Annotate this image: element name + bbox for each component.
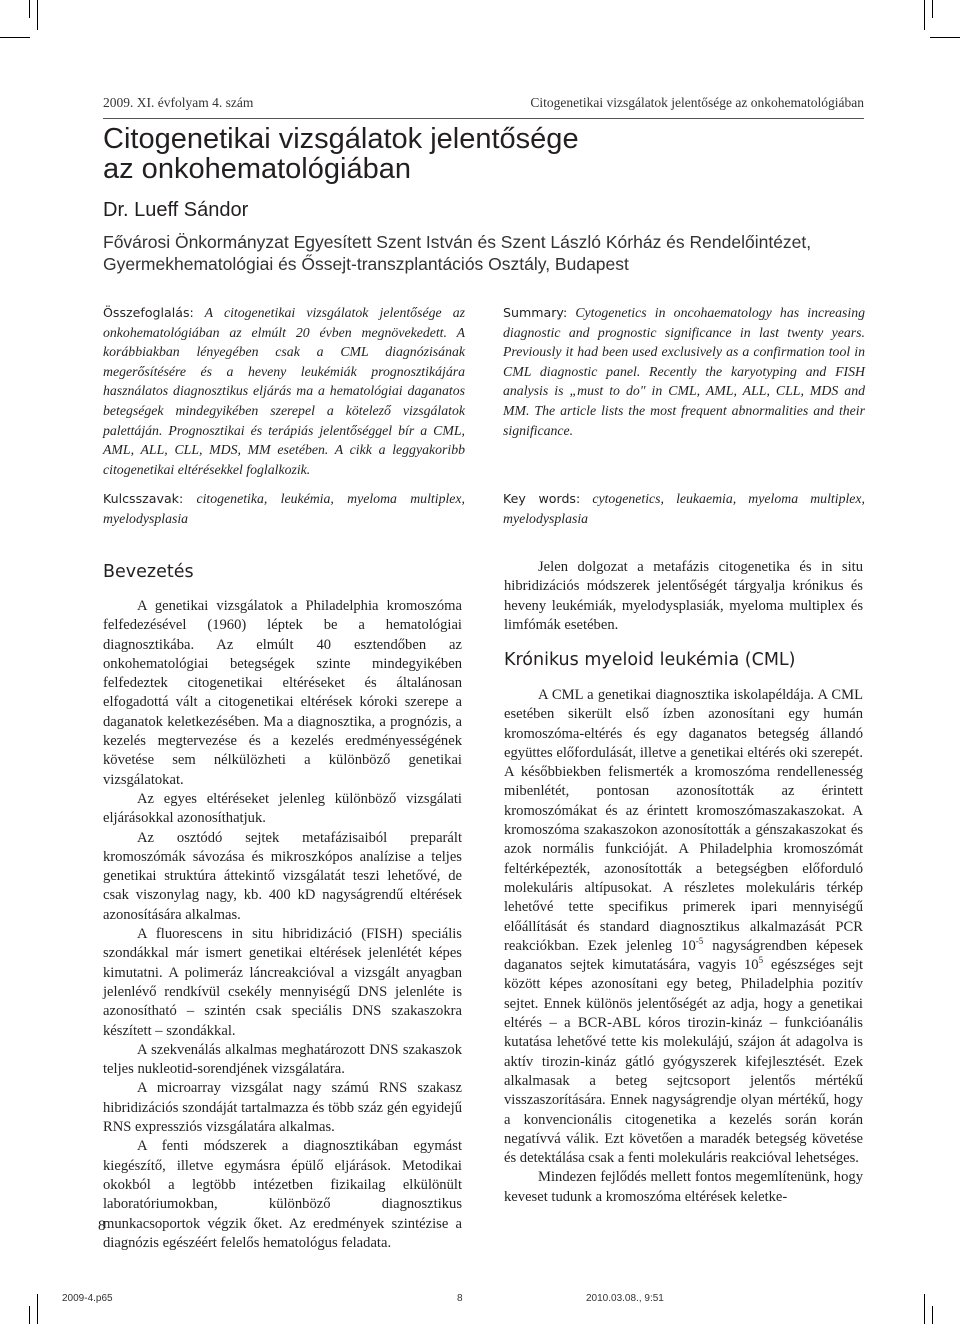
body-paragraph: A genetikai vizsgálatok a Philadelphia kromoszóma felfedezésével (1960) léptek be a hematológiai diagnosztikába. Az elmúlt 40 esztendőben az onkohematológiai betegségek szinte mindegyikében felfedeztek citogenetikai eltéréseket és általánosan elfogadottá vált a citogenetikai eltérések kóroki szerepe a daganatok keletkezésében. Ma a diagnosztika, a prognózis, a kezelés megtervezése és a kezelés eredményességének követése sem nélkülözheti a különböző genetikai vizsgálatokat.	[103, 598, 462, 788]
body-paragraph: A fluorescens in situ hibridizáció (FISH) speciális szondákkal már ismert genetikai eltérések jelenlétét képes kimutatni. A polimeráz láncreakcióval a vizsgált anyagban jelenlévő rendkívül csekély mennyiségű DNS jelenléte is azonosítható – szintén csak speciális DNS szakaszokra készített – szondákkal.	[103, 926, 462, 1039]
crop-mark	[37, 1294, 38, 1324]
title-line-1: Citogenetikai vizsgálatok jelentősége	[103, 123, 579, 155]
keywords-label: Kulcsszavak:	[103, 491, 184, 506]
header-rule	[103, 118, 864, 119]
abstract-english	[503, 303, 865, 440]
crop-mark	[37, 0, 38, 30]
body-paragraph: Mindezen fejlődés mellett fontos megemlítenünk, hogy keveset tudunk a kromoszóma eltérések keletke-	[504, 1169, 863, 1205]
key-words-text: cytogenetics, leukaemia, myeloma multiplex, myelodysplasia	[503, 491, 865, 526]
cml-text-part: A CML a genetikai diagnosztika iskolapéldája. A CML esetében sikerült első ízben azonosítani egy humán kromoszóma-eltérés és egy daganatos betegség állandó együttes előfordulását, illetve a genetikai eltérés oki szerepét. A későbbiekben felismerték a kromoszóma rendellenesség mibenlétét, pontosan azonosították az érintett kromoszómákat és az érintett kromoszómaszakaszokat. A kromoszóma szakaszokon azonosították a génszakaszokat és azok normális funkcióját. A Philadelphia kromoszómát feltérképezték, azonosították a betegségben előforduló molekuláris altípusokat. A részletes molekuláris térkép lehetővé tette specifikus primerek ipari mennyiségű előállítását és standard diagnosztikus alkalmazását PCR reakciókban. Ezek jelenleg 10	[504, 687, 863, 954]
keywords-hungarian	[103, 489, 465, 528]
crop-mark	[29, 0, 30, 18]
page-number: 8	[98, 1218, 106, 1234]
superscript: -5	[695, 936, 704, 946]
author: Dr. Lueff Sándor	[103, 199, 249, 221]
keywords-text: citogenetika, leukémia, myeloma multiplex, myelodysplasia	[103, 491, 465, 526]
body-paragraph: Az egyes eltéréseket jelenleg különböző vizsgálati eljárásokkal azonosíthatjuk.	[103, 790, 462, 827]
title-line-2: az onkohematológiában	[103, 153, 411, 185]
article-title	[103, 124, 863, 184]
crop-mark	[924, 1294, 925, 1324]
running-header-left: 2009. XI. évfolyam 4. szám	[103, 95, 254, 110]
running-header-right: Citogenetikai vizsgálatok jelentősége az onkohematológiában	[530, 95, 864, 110]
superscript: 5	[758, 955, 764, 966]
summary-label: Summary:	[503, 305, 568, 320]
body-paragraph: A fenti módszerek a diagnosztikában egymást kiegészítő, illetve egymásra épülő eljárások. Metodikai okokból a legtöbb intézetben fizikailag elkülönült laboratóriumokban, különböző diagnosztikus munkacsoportok végzik őket. Az eredmények szintézise a diagnózis egészéért felelős hematológus feladata.	[103, 1138, 462, 1251]
section-heading-cml: Krónikus myeloid leukémia (CML)	[504, 650, 796, 670]
slug-file: 2009-4.p65	[62, 1293, 113, 1304]
body-paragraph: Jelen dolgozat a metafázis citogenetika és in situ hibridizációs módszerek jelentőségét tárgyalja krónikus és heveny leukémiák, myelodysplasiák, myeloma multiplex és limfómák esetében.	[504, 559, 863, 633]
section-heading-intro: Bevezetés	[103, 562, 194, 582]
key-words-label: Key words:	[503, 491, 581, 506]
body-paragraph: Az osztódó sejtek metafázisaiból preparált kromoszómák sávozása és mikroszkópos analízise a teljes genetikai struktúra áttekintő vizsgálatát teszi lehetővé, de csak viszonylag nagy, kb. 400 kD nagyságrendű eltérések azonosítására alkalmas.	[103, 829, 462, 923]
summary-text: Cytogenetics in oncohaematology has increasing diagnostic and prognostic significance in last twenty years. Previously it had been used exclusively as a confirmation tool in CML diagnostic panel. Recently the karyotyping and FISH analysis is „must to do" in CML, AML, ALL, CLL, MDS and MM. The article lists the most frequent abnormalities and their significance.	[503, 305, 865, 438]
abstract-text: A citogenetikai vizsgálatok jelentősége az onkohematológiában az elmúlt 20 évben megnövekedett. A korábbiakban lényegében csak a CML diagnózisának megerősítésére és a heveny leukémiák prognosztikájára használatos diagnosztikus eljárás ma a hematológiai daganatos betegségek mindegyikében szerepel a kötelező vizsgálatok palettáján. Prognosztikai és terápiás jelentőséggel bír a CML, AML, ALL, CLL, MDS, MM esetében. A cikk a leggyakoribb citogenetikai eltérésekkel foglalkozik.	[103, 305, 465, 477]
slug-page: 8	[457, 1293, 463, 1304]
left-column-body	[103, 597, 462, 1253]
abstract-hungarian	[103, 303, 465, 479]
crop-mark	[932, 1306, 933, 1324]
cml-text-part: nagyságrendben képesek daganatos sejtek kimutatására, vagyis 10	[504, 937, 863, 974]
body-paragraph: A microarray vizsgálat nagy számú RNS szakasz hibridizációs szondáját tartalmazza és több száz gén egyidejű RNS expressziós vizsgálatára alkalmas.	[103, 1080, 462, 1136]
right-column-body	[504, 686, 863, 1207]
crop-mark	[0, 37, 30, 38]
affiliation-line-1: Fővárosi Önkormányzat Egyesített Szent István és Szent László Kórház és Rendelőintézet,	[103, 232, 812, 252]
slug-datetime: 2010.03.08., 9:51	[586, 1293, 664, 1304]
right-column-intro	[504, 558, 863, 635]
crop-mark	[924, 0, 925, 30]
crop-mark	[29, 1306, 30, 1324]
body-paragraph	[504, 686, 863, 1168]
keywords-english	[503, 489, 865, 528]
affiliation	[103, 231, 863, 275]
crop-mark	[930, 37, 960, 38]
affiliation-line-2: Gyermekhematológiai és Őssejt-transzplantációs Osztály, Budapest	[103, 254, 629, 274]
cml-text-part: egészséges sejt között képes azonosítani egy beteg, Philadelphia pozitív sejtet. Ennek különös jelentőségét az adja, hogy a genetikai eltérés – a BCR-ABL kóros tirozin-kináz – funkcióanális kutatása lehetővé tette kis molekulájú, szájon át adagolva is aktív tirozin-kináz gátló gyógyszerek kifejlesztését. Ezek alkalmasak a beteg sejtcsoport jelentős mértékű visszaszorítására. Ennek nagyságrendje olyan mértékű, hogy a konvencionális citogenetika a kezelés során korán negatívvá válik. Ezt követően a maradék betegség követése és detektálása csak a fenti molekuláris reakcióval lehetséges.	[504, 957, 863, 1167]
abstract-label: Összefoglalás:	[103, 305, 194, 320]
body-paragraph: A szekvenálás alkalmas meghatározott DNS szakaszok teljes nukleotid-sorendjének vizsgálatára.	[103, 1041, 462, 1078]
crop-mark	[932, 0, 933, 18]
